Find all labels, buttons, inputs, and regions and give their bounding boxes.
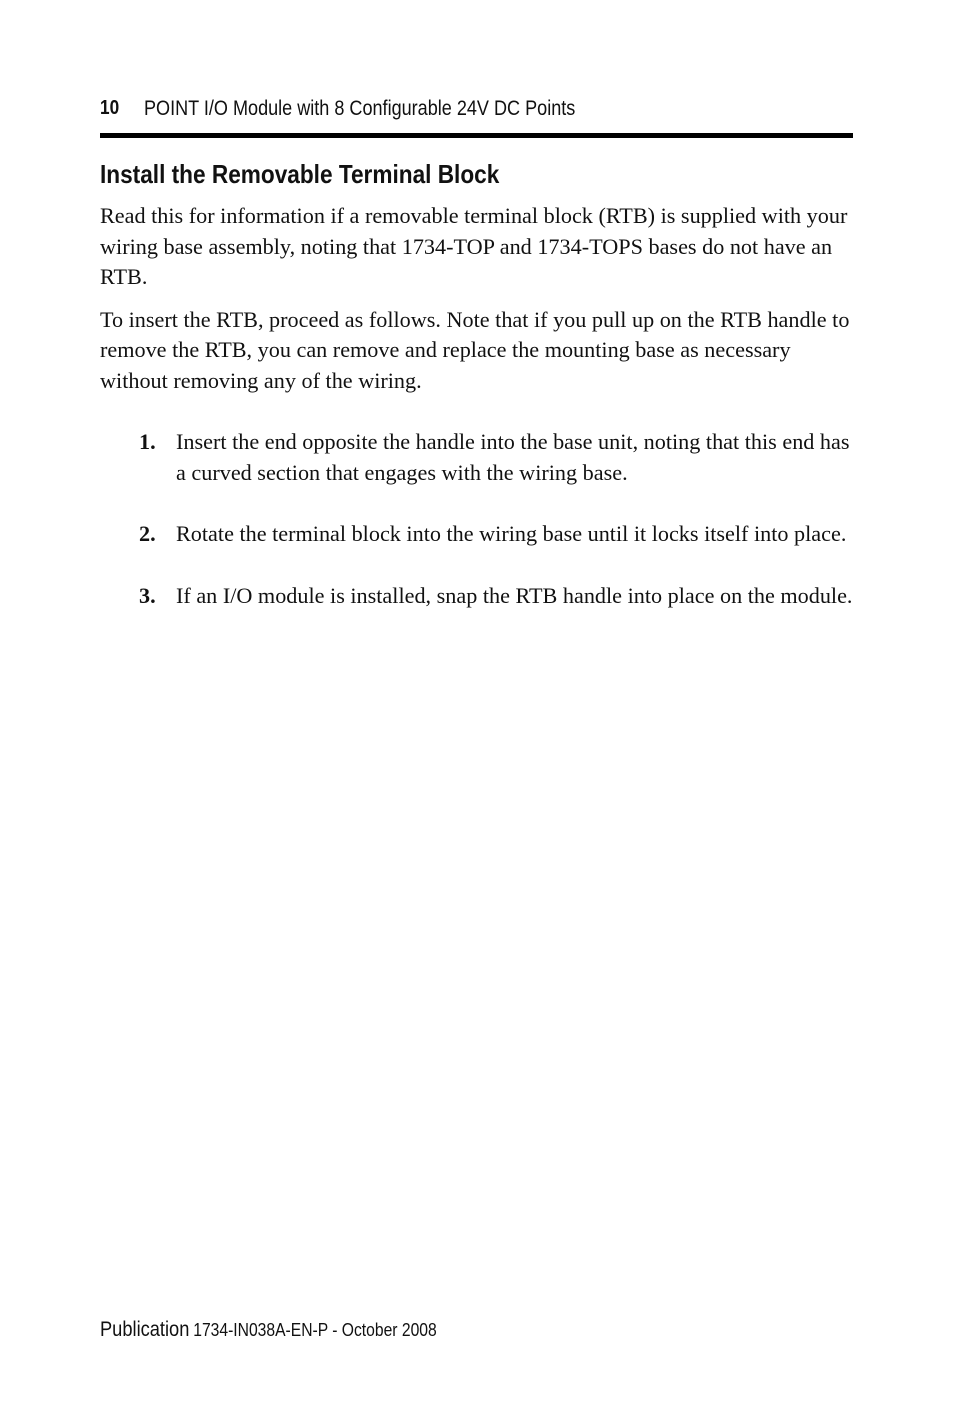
step-number: 3. [139, 582, 156, 608]
step-item [100, 427, 860, 488]
page-header [100, 94, 853, 138]
page-number: 10 [100, 97, 120, 119]
procedure-paragraph: To insert the RTB, proceed as follows. Note that if you pull up on the RTB handle to remove the RTB, you can remove and replace the mounting base as necessary without removing any of the wiring. [100, 306, 850, 393]
step-item [100, 519, 860, 550]
publication-id: 1734-IN038A-EN-P - October 2008 [193, 1320, 437, 1340]
step-number: 2. [139, 521, 156, 546]
page-footer [100, 1318, 437, 1342]
footer-label: Publication [100, 1318, 190, 1341]
running-title: POINT I/O Module with 8 Configurable 24V DC Points [144, 97, 576, 120]
section-heading: Install the Removable Terminal Block [100, 159, 500, 189]
step-text: Insert the end opposite the handle into the base unit, noting that this end has a curved section that engages with the wiring base. [176, 429, 850, 485]
step-text: Rotate the terminal block into the wiring base until it locks itself into place. [176, 521, 847, 546]
step-number: 1. [139, 429, 156, 454]
section-body [100, 201, 860, 642]
step-item [100, 581, 860, 612]
intro-paragraph: Read this for information if a removable terminal block (RTB) is supplied with your wiring base assembly, noting that 1734-TOP and 1734-TOPS bases do not have an RTB. [100, 203, 848, 289]
steps-list [100, 427, 860, 611]
step-text: If an I/O module is installed, snap the RTB handle into place on the module. [176, 582, 853, 608]
